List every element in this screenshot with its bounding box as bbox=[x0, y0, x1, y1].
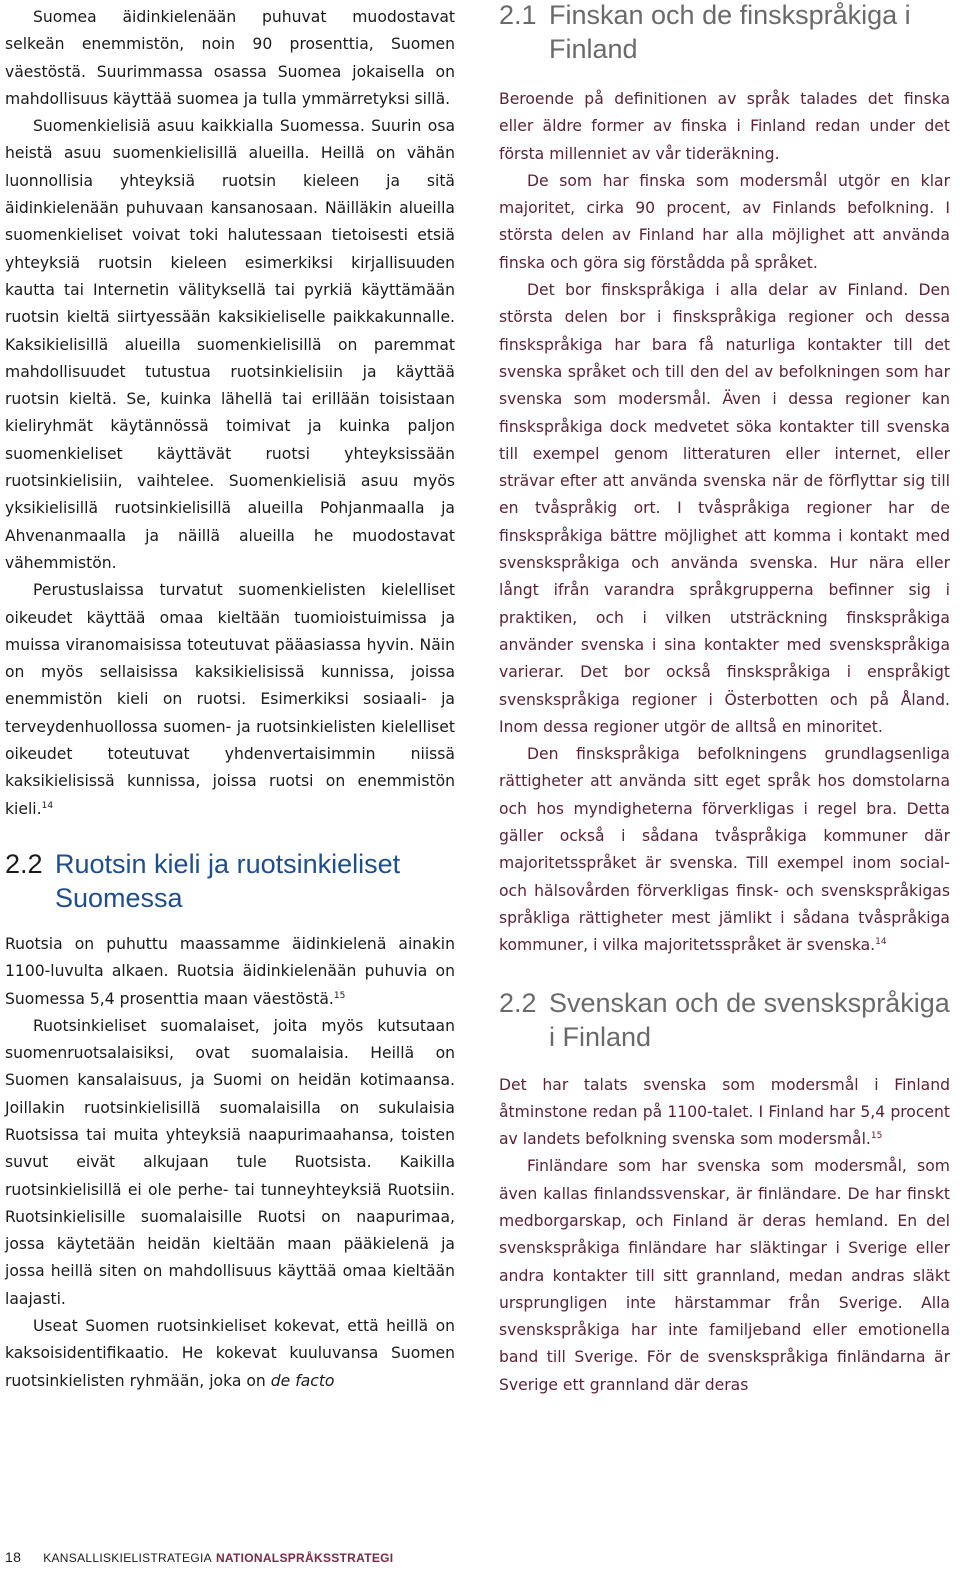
sv-paragraph-5-text: Det har talats svenska som modersmål i Finland åtminstone redan på 1100-talet. I Finland har 5,4 procent av landets befolkning svenska som modersmål. bbox=[499, 1075, 950, 1149]
fi-paragraph-2: Suomenkielisiä asuu kaikkialla Suomessa. Suurin osa heistä asuu suomenkielisillä alueilla. Heillä on vähän luonnollisia yhteyksiä ruotsin kieleen ja sitä äidinkielenään puhuvaan kansanosaan. Näilläkin alueilla suomenkieliset voivat toki halutessaan tietoisesti etsiä yhteyksiä ruotsin kieleen esimerkiksi kirjallisuuden kautta tai Internetin välityksellä tai pyrkiä käyttämään ruotsin kieltä siirtyessään kaksikieliselle paikkakunnalle. Kaksikielisillä alueilla suomenkielisillä on paremmat mahdollisuudet tutustua ruotsinkielisiin ja käyttää ruotsin kieltä. Se, kuinka lähellä tai erillään toisistaan kieliryhmät käytännössä toimivat ja kuinka paljon suomenkieliset käyttävät ruotsi yhteyksissään ruotsinkielisiin, vaihtelee. Suomenkielisiä asuu myös yksikielisillä ruotsinkielisillä alueilla Pohjanmaalla ja Ahvenanmaalla ja näillä alueilla he muodostavat vähemmistön. bbox=[5, 117, 455, 572]
footnote-ref: 15 bbox=[870, 1131, 883, 1142]
page-footer bbox=[5, 1549, 393, 1565]
footnote-ref: 14 bbox=[875, 937, 887, 948]
fi-paragraph-6-text: Useat Suomen ruotsinkieliset kokevat, että heillä on kaksoisidentifikaatio. He kokevat kuuluvansa Suomen ruotsinkielisten ryhmään, joka on bbox=[5, 1317, 455, 1390]
sv-paragraph-2: De som har finska som modersmål utgör en klar majoritet, cirka 90 procent, av Finlands befolkning. I största delen av Finland har alla möjlighet att använda finska och göra sig förstådda på språket. bbox=[499, 171, 950, 272]
sv-paragraph-3: Det bor finskspråkiga i alla delar av Finland. Den största delen bor i finskspråkiga regioner och dessa finskspråkiga har bara få naturliga kontakter till det svenska språket och till den del av befolkningen som har svenska som modersmål. Även i dessa regioner kan finskspråkiga dock medvetet söka kontakter till svenska till exempel genom litteraturen eller internet, eller strävar efter att använda svenska när de förflyttar sig till en tvåspråkig ort. I tvåspråkiga regioner har de finskspråkiga bättre möjlighet att komma i kontakt med svenskspråkiga och använda svenska. Hur nära eller långt ifrån varandra språkgrupperna befinner sig i praktiken, och i vilken utsträckning finskspråkiga använder svenska i sina kontakter med svenskspråkiga varierar. Det bor också finskspråkiga i enspråkigt svenskspråkiga regioner i Österbotten och på Åland. Inom dessa regioner utgör de alltså en minoritet. bbox=[499, 281, 950, 736]
fi-paragraph-3 bbox=[5, 577, 455, 823]
fi-paragraph-6 bbox=[5, 1313, 455, 1395]
fi-paragraph-1: Suomea äidinkielenään puhuvat muodostavat selkeän enemmistön, noin 90 prosenttia, Suomen väestöstä. Suurimmassa osassa Suomea jokaisella on mahdollisuus käyttää suomea ja tulla ymmärretyksi sillä. bbox=[5, 8, 455, 108]
fi-paragraph-5: Ruotsinkieliset suomalaiset, joita myös kutsutaan suomenruotsalaisiksi, ovat suomalaisia. Heillä on Suomen kansalaisuus, ja Suomi on heidän kotimaansa. Joillakin ruotsinkielisillä suomalaisilla on sukulaisia Ruotsissa tai muita yhteyksiä naapurimaahansa, toisten suvut eivät alkujaan tule Ruotsista. Kaikilla ruotsinkielisillä ei ole perhe- tai tunneyhteyksiä Ruotsiin. Ruotsinkielisille suomalaisille Ruotsi on naapurimaa, jossa käytetään heidän kieltään maan pääkielenä ja jossa heillä siten on mahdollisuus käyttää omaa kieltään laajasti. bbox=[5, 1016, 455, 1308]
page-number: 18 bbox=[5, 1549, 22, 1565]
section-heading-2-2-sv bbox=[499, 986, 950, 1054]
sv-paragraph-1: Beroende på definitionen av språk talades det finska eller äldre former av finska i Finland redan under det första millenniet av vår tideräkning. bbox=[499, 90, 950, 163]
sv-paragraph-4-text: Den finskspråkiga befolkningens grundlagsenliga rättigheter att använda sitt eget språk hos domstolarna och hos myndigheterna förverkligas i regel bra. Detta gäller också i sådana tvåspråkiga kommuner där majoritetsspråket är svenska. Till exempel inom social- och hälsovården förverkligas finsk- och svenskspråkigas språkliga rättigheter mest jämlikt i sådana tvåspråkiga kommuner, i vilka majoritetsspråket är svenska. bbox=[499, 745, 950, 955]
footer-strategy-sv: NATIONALSPRÅKSSTRATEGI bbox=[215, 1551, 394, 1565]
footnote-ref: 14 bbox=[41, 800, 54, 811]
section-heading-2-1-sv bbox=[499, 0, 950, 66]
footnote-ref: 15 bbox=[333, 990, 346, 1001]
sv-paragraph-4 bbox=[499, 741, 950, 959]
section-title: Svenskan och de svenskspråkiga i Finland bbox=[549, 987, 950, 1052]
sv-paragraph-5 bbox=[499, 1072, 950, 1154]
footer-strategy-fi: KANSALLISKIELISTRATEGIA bbox=[43, 1551, 212, 1565]
swedish-column bbox=[499, 0, 950, 1399]
fi-paragraph-6-italic: de facto bbox=[270, 1371, 335, 1390]
section-title: Finskan och de finskspråkiga i Finland bbox=[549, 0, 911, 64]
sv-paragraph-6: Finländare som har svenska som modersmål, som även kallas finlandssvenskar, är finländare. De har finskt medborgarskap, och Finland är deras hemland. En del svenskspråkiga finländare har släktingar i Sverige eller andra kontakter till sitt grannland, medan andras släkt ursprungligen inte härstammar från Sverige. Alla svenskspråkiga har inte familjeband eller emotionella band till Sverige. För de svenskspråkiga finländarna är Sverige ett grannland där deras bbox=[499, 1157, 950, 1394]
section-number: 2.2 bbox=[5, 848, 43, 879]
fi-paragraph-4-text: Ruotsia on puhuttu maassamme äidinkielenä ainakin 1100-luvulta alkaen. Ruotsia äidinkielenään puhuvia on Suomessa 5,4 prosenttia maan väestöstä. bbox=[5, 934, 455, 1008]
finnish-column bbox=[5, 0, 455, 1395]
fi-paragraph-4 bbox=[5, 931, 455, 1013]
section-title: Ruotsin kieli ja ruotsinkieliset Suomessa bbox=[55, 848, 401, 913]
section-number: 2.1 bbox=[499, 0, 537, 30]
section-number: 2.2 bbox=[499, 987, 537, 1018]
fi-paragraph-3-text: Perustuslaissa turvatut suomenkielisten kielelliset oikeudet käyttää omaa kieltään tuomioistuimissa ja muissa viranomaisissa toteutuvat pääasiassa hyvin. Näin on myös sellaisissa kaksikielisissä kunnissa, joissa enemmistön kieli on ruotsi. Esimerkiksi sosiaali- ja terveydenhuollossa suomen- ja ruotsinkielisten kielelliset oikeudet toteutuvat yhdenvertaisimmin niissä kaksikielisissä kunnissa, joissa ruotsi on enemmistön kieli. bbox=[5, 581, 455, 818]
section-heading-2-2-fi bbox=[5, 847, 455, 915]
